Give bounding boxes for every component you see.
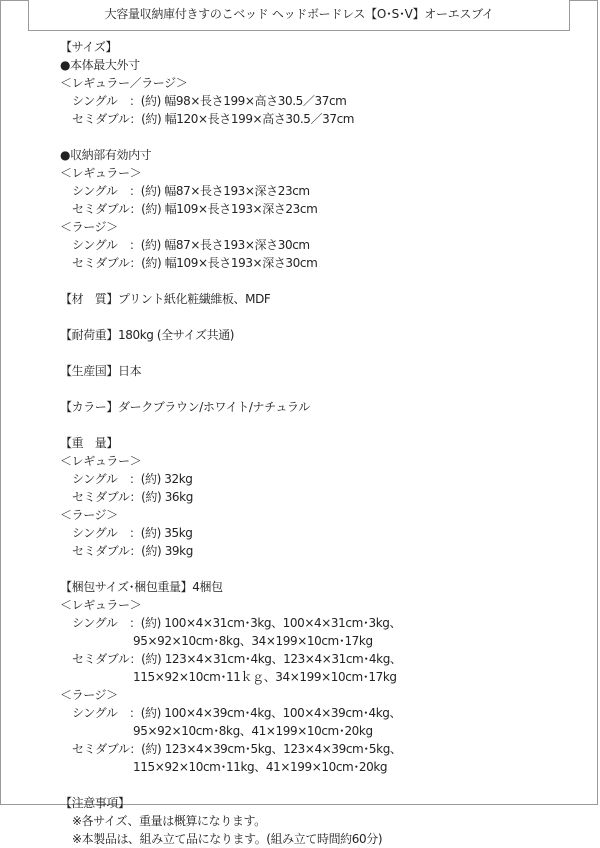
size-heading: 【サイズ】 — [60, 40, 118, 54]
storage-large-group: ＜ラージ＞ — [60, 220, 118, 234]
note-assembly: ※本製品は、組み立て品になります。(組み立て時間約60分) — [72, 832, 383, 846]
package-regular-group: ＜レギュラー＞ — [60, 598, 142, 612]
spacer — [60, 776, 570, 794]
material-line: 【材 質】プリント紙化粧繊維板、MDF — [60, 292, 271, 306]
origin-line: 【生産国】日本 — [60, 364, 142, 378]
storage-large-single: シングル ：(約) 幅87×長さ193×深さ30cm — [72, 238, 310, 252]
max-outer-label: ●本体最大外寸 — [60, 58, 140, 72]
package-large-single: シングル ：(約) 100×4×39cm･4kg、100×4×39cm･4kg、 — [72, 706, 402, 720]
load-line: 【耐荷重】180kg (全サイズ共通) — [60, 328, 235, 342]
package-regular-single: シングル ：(約) 100×4×31cm･3kg、100×4×31cm･3kg、 — [72, 616, 402, 630]
page-title: 大容量収納庫付きすのこベッド ヘッドボードレス【O･S･V】オーエスブイ — [28, 0, 570, 31]
package-regular-semidouble: セミダブル：(約) 123×4×31cm･4kg、123×4×31cm･4kg、 — [72, 652, 402, 666]
package-heading: 【梱包サイズ･梱包重量】4梱包 — [60, 580, 223, 594]
color-line: 【カラー】ダークブラウン/ホワイト/ナチュラル — [60, 400, 310, 414]
max-outer-group: ＜レギュラー／ラージ＞ — [60, 76, 188, 90]
spacer — [60, 416, 570, 434]
weight-large-group: ＜ラージ＞ — [60, 508, 118, 522]
package-large-semidouble: セミダブル：(約) 123×4×39cm･5kg、123×4×39cm･5kg、 — [72, 742, 402, 756]
spacer — [60, 308, 570, 326]
weight-large-single: シングル ：(約) 35kg — [72, 526, 193, 540]
notes-heading: 【注意事項】 — [60, 796, 130, 810]
storage-regular-group: ＜レギュラー＞ — [60, 166, 142, 180]
weight-regular-single: シングル ：(約) 32kg — [72, 472, 193, 486]
package-large-group: ＜ラージ＞ — [60, 688, 118, 702]
spec-content — [60, 38, 570, 848]
spacer — [60, 128, 570, 146]
spacer — [60, 560, 570, 578]
spacer — [60, 344, 570, 362]
storage-large-semidouble: セミダブル：(約) 幅109×長さ193×深さ30cm — [72, 256, 318, 270]
weight-regular-semidouble: セミダブル：(約) 36kg — [72, 490, 193, 504]
note-approximate: ※各サイズ、重量は概算になります。 — [72, 814, 266, 828]
storage-regular-semidouble: セミダブル：(約) 幅109×長さ193×深さ23cm — [72, 202, 318, 216]
spacer — [60, 272, 570, 290]
weight-large-semidouble: セミダブル：(約) 39kg — [72, 544, 193, 558]
max-outer-single: シングル ：(約) 幅98×長さ199×高さ30.5／37cm — [72, 94, 347, 108]
package-regular-single-cont: 95×92×10cm･8kg、34×199×10cm･17kg — [133, 634, 373, 648]
weight-regular-group: ＜レギュラー＞ — [60, 454, 142, 468]
package-regular-semidouble-cont: 115×92×10cm･11ｋｇ、34×199×10cm･17kg — [133, 670, 397, 684]
spacer — [60, 380, 570, 398]
storage-inner-label: ●収納部有効内寸 — [60, 148, 152, 162]
package-large-semidouble-cont: 115×92×10cm･11kg、41×199×10cm･20kg — [133, 760, 388, 774]
package-large-single-cont: 95×92×10cm･8kg、41×199×10cm･20kg — [133, 724, 373, 738]
weight-heading: 【重 量】 — [60, 436, 119, 450]
storage-regular-single: シングル ：(約) 幅87×長さ193×深さ23cm — [72, 184, 310, 198]
max-outer-semidouble: セミダブル：(約) 幅120×長さ199×高さ30.5／37cm — [72, 112, 355, 126]
